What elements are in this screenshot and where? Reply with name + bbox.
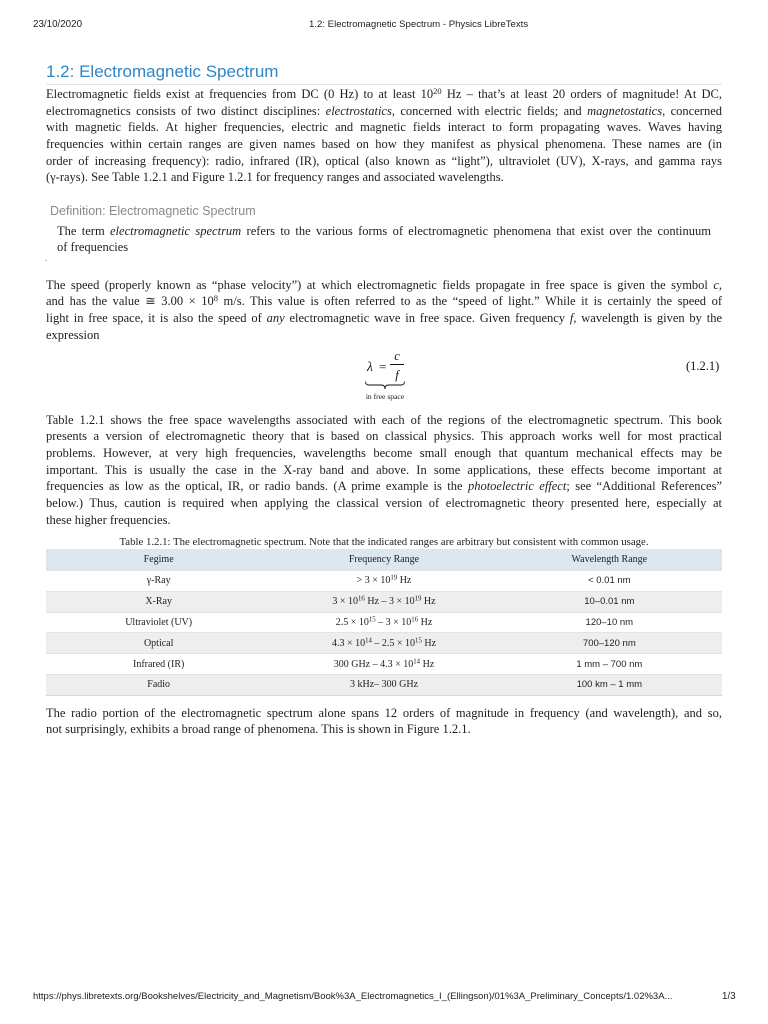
superscript: 15 — [368, 616, 376, 624]
text-run: ; see “Additional References” — [566, 479, 723, 494]
fraction-denominator: f — [395, 368, 399, 382]
regime-cell: X-Ray — [46, 591, 271, 612]
text-run: > 3 × 10 — [356, 575, 391, 587]
wavelength-range-cell: 700–120 nm — [497, 633, 722, 654]
table-row — [46, 591, 722, 612]
text-run: , concerned — [662, 103, 722, 118]
column-header-wavelength-range: Wavelength Range — [497, 549, 722, 571]
wavelength-range-cell: 100 km – 1 mm — [497, 674, 722, 695]
frequency-range-cell — [271, 654, 496, 675]
column-header-regime: Fegime — [46, 549, 271, 571]
text-run: light in free space, it is also the speed of — [46, 310, 267, 325]
column-header-frequency-range: Frequency Range — [271, 549, 496, 571]
table-row — [46, 612, 722, 633]
superscript: 15 — [415, 637, 422, 645]
text-line — [46, 293, 722, 310]
definition-body — [57, 223, 711, 256]
text-run: Hz – that’s at least 20 orders of magnitude! At DC, — [441, 87, 722, 101]
text-line — [46, 445, 722, 462]
text-run: The speed (properly known as “phase velocity”) at which electromagnetic fields propagate in free space is given the symbol — [46, 277, 714, 292]
superscript: 16 — [358, 595, 365, 603]
frequency-range-cell — [271, 571, 496, 592]
superscript: 20 — [433, 85, 442, 96]
table-row — [46, 654, 722, 675]
regime-cell: Ultraviolet (UV) — [46, 612, 271, 633]
title-divider — [46, 84, 722, 85]
table-row — [46, 571, 722, 592]
text-line — [46, 478, 722, 495]
text-run: Table 1.2.1 shows the free space wavelengths associated with each of the regions of the electromagnetic spectrum. This book — [46, 412, 722, 427]
text-line — [46, 721, 722, 738]
text-run: 2.5 × 10 — [335, 616, 369, 628]
text-run: Hz – 3 × 10 — [364, 596, 415, 608]
wavelength-range-cell: < 0.01 nm — [497, 571, 722, 592]
text-line — [46, 412, 722, 429]
print-date: 23/10/2020 — [33, 19, 83, 30]
text-run: electromagnetic wave in free space. Given frequency — [284, 310, 570, 325]
frequency-range-cell — [271, 633, 496, 654]
text-run: presents a version of electromagnetic theory that is based on classical physics. This approach works well for most practical — [46, 429, 722, 444]
superscript: 14 — [365, 637, 372, 645]
table-row — [46, 674, 722, 695]
text-run: , — [718, 277, 722, 292]
equation-number: (1.2.1) — [686, 359, 720, 373]
math-variable: f — [569, 310, 574, 325]
wavelength-range-cell: 120–10 nm — [497, 612, 722, 633]
superscript: 14 — [413, 658, 421, 666]
text-run: , wavelength is given by the — [573, 310, 723, 325]
superscript: 19 — [414, 595, 422, 603]
text-run: The radio portion of the electromagnetic spectrum alone spans 12 orders of magnitude in frequency (and wavelength), and so, — [46, 705, 722, 720]
text-run: not surprisingly, exhibits a broad range of phenomena. This is shown in Figure 1.2.1. — [46, 722, 471, 737]
text-line — [46, 310, 722, 327]
text-run: problems. However, at very high frequencies, wavelengths become small enough that quantum mechanical effects may be — [46, 445, 722, 460]
underbrace-label: in free space — [365, 392, 405, 401]
intro-paragraph — [46, 86, 722, 186]
italic-term: electromagnetic spectrum — [110, 223, 242, 238]
superscript: 8 — [213, 293, 218, 304]
text-line — [57, 223, 711, 240]
text-run: electromagnetics consists of two distinct disciplines: — [46, 103, 326, 118]
fraction-bar — [390, 364, 404, 365]
wavelength-range-cell: 10–0.01 nm — [497, 591, 722, 612]
text-line — [46, 428, 722, 445]
text-run: Electromagnetic fields exist at frequencies from DC (0 Hz) to at least 10 — [46, 87, 434, 101]
stray-mark: . — [45, 253, 48, 264]
text-run: below.) Thus, caution is required when applying the classical version of electromagnetic theory presented here, especially at — [46, 496, 722, 511]
spectrum-table — [46, 549, 722, 696]
text-line — [46, 86, 722, 103]
radio-portion-paragraph — [46, 705, 722, 738]
classical-physics-paragraph — [46, 412, 722, 529]
text-line — [46, 169, 722, 186]
text-run: refers to the various forms of electromagnetic phenomena that exist over the continuum — [241, 223, 711, 238]
regime-cell: Fadio — [46, 674, 271, 695]
text-run: (γ-rays). See Table 1.2.1 and Figure 1.2.1 for frequency ranges and associated wavelengths. — [46, 170, 504, 185]
text-line — [46, 512, 722, 529]
italic-term: any — [266, 310, 285, 325]
regime-cell: Optical — [46, 633, 271, 654]
text-run: and has the value — [46, 294, 146, 309]
table-caption: Table 1.2.1: The electromagnetic spectrum. Note that the indicated ranges are arbitrary but consistent with common usage. — [119, 536, 649, 548]
text-line — [57, 239, 711, 256]
text-line — [46, 136, 722, 153]
text-run: Hz — [421, 637, 437, 649]
definition-heading: Definition: Electromagnetic Spectrum — [50, 204, 256, 218]
fraction-numerator: c — [394, 349, 400, 363]
text-run: these higher frequencies. — [46, 512, 171, 527]
text-run: Hz — [397, 575, 412, 587]
superscript: 19 — [390, 575, 398, 582]
math-expression: ≅ 3.00 × 10 — [145, 294, 214, 309]
text-run: Hz — [420, 658, 435, 670]
text-run: of frequencies — [57, 240, 129, 255]
italic-term: electrostatics — [325, 103, 392, 118]
text-run: 3 kHz– 300 GHz — [349, 679, 419, 691]
text-line — [46, 327, 722, 344]
text-run: expression — [46, 327, 100, 342]
text-run: . This value is often referred to as the “speed of light.” While it is certainly the speed of — [241, 294, 722, 309]
text-run: Hz — [418, 616, 433, 628]
page-title: 1.2: Electromagnetic Spectrum — [46, 62, 279, 81]
text-line — [46, 462, 722, 479]
speed-of-light-paragraph — [46, 277, 722, 344]
wavelength-range-cell: 1 mm – 700 nm — [497, 654, 722, 675]
table-header-row — [46, 549, 722, 571]
italic-term: photoelectric effect — [467, 479, 567, 494]
text-line — [46, 119, 722, 136]
frequency-range-cell — [271, 674, 496, 695]
frequency-range-cell — [271, 591, 496, 612]
print-url: https://phys.libretexts.org/Bookshelves/Electricity_and_Magnetism/Book%3A_Electromagnetics_I_(Ellingson)/01%3A_Preliminary_Concepts/1.02%3A... — [33, 991, 673, 1002]
text-run: – 2.5 × 10 — [371, 637, 416, 649]
regime-cell: Infrared (IR) — [46, 654, 271, 675]
text-run: frequencies as low as the optical, IR, or radio bands. (A prime example is the — [46, 479, 468, 494]
print-page-title: 1.2: Electromagnetic Spectrum - Physics LibreTexts — [309, 19, 529, 30]
text-run: – 3 × 10 — [375, 616, 412, 628]
equals-sign: = — [379, 359, 387, 374]
text-run: 300 GHz – 4.3 × 10 — [333, 658, 414, 670]
frequency-range-cell — [271, 612, 496, 633]
text-run: with magnetic fields. At higher frequencies, electric and magnetic fields interact to form propagating waves. Waves having — [46, 120, 722, 135]
superscript: 16 — [411, 616, 419, 624]
regime-cell: γ-Ray — [46, 571, 271, 592]
text-run: Hz — [421, 596, 436, 608]
text-run: 3 × 10 — [332, 596, 359, 608]
text-run: 4.3 × 10 — [331, 637, 366, 649]
text-run: The term — [57, 223, 110, 238]
text-line — [46, 705, 722, 722]
text-line — [46, 103, 722, 120]
text-line — [46, 153, 722, 170]
math-variable: c — [713, 277, 719, 292]
italic-term: magnetostatics — [587, 103, 663, 118]
text-run: , concerned with electric fields; and — [391, 103, 588, 118]
table-row — [46, 633, 722, 654]
lambda-symbol: λ — [367, 359, 373, 374]
text-line — [46, 495, 722, 512]
text-run: order of increasing frequency): radio, infrared (IR), optical (also known as “light”), ultraviolet (UV), X-rays, and gamma rays — [46, 153, 722, 168]
text-line — [46, 277, 722, 294]
print-page-number: 1/3 — [722, 991, 736, 1002]
underbrace — [365, 381, 405, 390]
spectrum-table-body — [46, 571, 722, 696]
text-run: important. This is usually the case in the X-ray band and above. In some applications, these effects become important at — [46, 462, 722, 477]
table-header — [46, 549, 722, 571]
text-run: frequencies within certain ranges are given names based on how they manifest as physical phenomena. These names are (in — [46, 137, 722, 152]
math-expression: m/s — [218, 294, 242, 309]
